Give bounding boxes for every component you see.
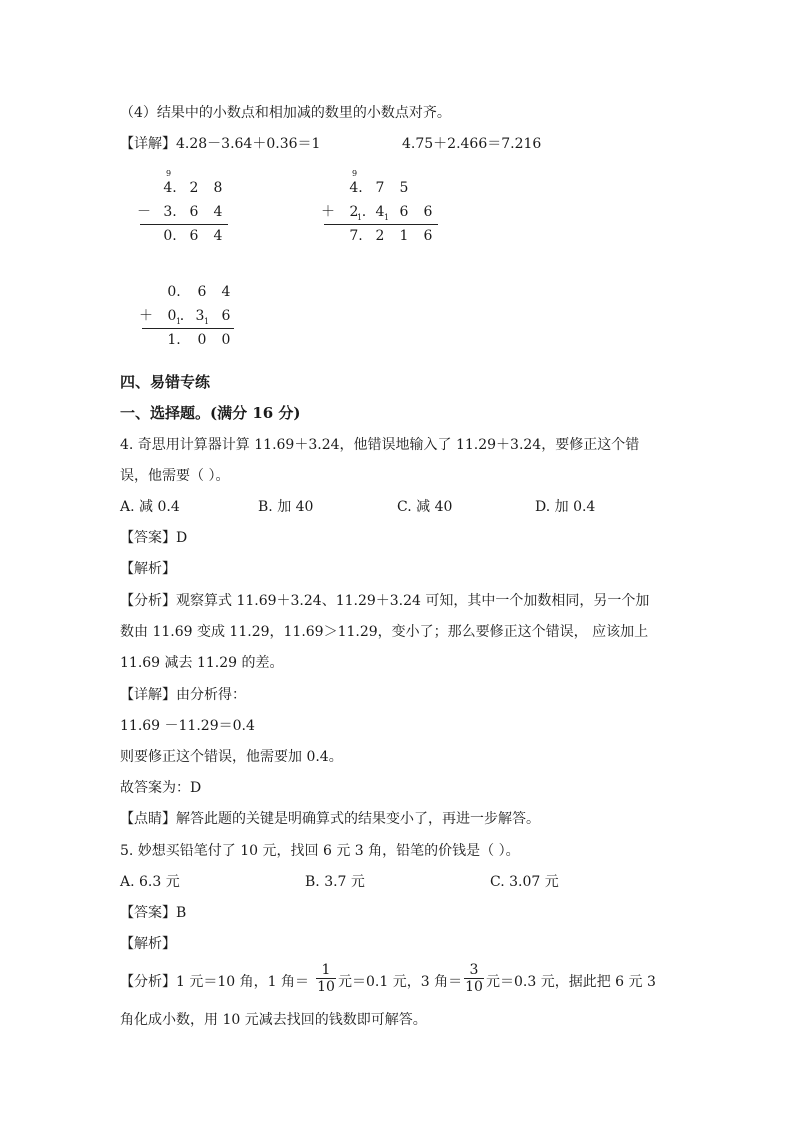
analysis-label: 【解析】 bbox=[120, 561, 176, 577]
q4-stem-line2: 误，他需要（ ）。 bbox=[120, 468, 230, 484]
calc-operator: － bbox=[137, 204, 151, 220]
calc-operator: ＋ bbox=[139, 308, 153, 324]
calc-digit: 4 bbox=[375, 204, 385, 220]
calc-digit: 1 bbox=[399, 228, 409, 244]
calc-digit: 0. bbox=[163, 228, 177, 244]
q4-fenxi-line1 bbox=[120, 592, 649, 610]
q4-conclusion: 则要修正这个错误，他需要加 0.4。 bbox=[120, 749, 343, 765]
fraction-numerator: 3 bbox=[469, 962, 479, 978]
answer-label: 【答案】 bbox=[120, 530, 176, 546]
calc-rule bbox=[140, 224, 228, 225]
fenxi-label: 【分析】 bbox=[120, 974, 176, 990]
calc-digit: 2 bbox=[375, 228, 385, 244]
carry-mark: 9 bbox=[352, 169, 358, 178]
calc-rule bbox=[142, 328, 234, 329]
calc-digit: 4. bbox=[163, 180, 177, 196]
fraction-denominator: 10 bbox=[465, 979, 483, 995]
q5-stem: 5. 妙想买铅笔付了 10 元，找回 6 元 3 角，铅笔的价钱是（ ）。 bbox=[120, 843, 520, 859]
calc-digit: 1. bbox=[167, 332, 181, 348]
calc-rule bbox=[324, 224, 438, 225]
calc-digit: 4 bbox=[213, 228, 223, 244]
calc-digit: 6 bbox=[423, 204, 433, 220]
detail-label: 【详解】 bbox=[120, 136, 176, 152]
calc-digit: 6 bbox=[197, 284, 207, 300]
calc-operator: ＋ bbox=[321, 204, 335, 220]
calc-digit: 0 bbox=[197, 332, 207, 348]
calc-digit: 6 bbox=[189, 228, 199, 244]
step4-text: （4）结果中的小数点和相加减的数里的小数点对齐。 bbox=[120, 105, 451, 121]
dianjing-text: 解答此题的关键是明确算式的结果变小了，再进一步解答。 bbox=[176, 811, 540, 827]
fenxi-text: 元＝0.3 元，据此把 6 元 3 bbox=[486, 974, 656, 990]
q5-option-b: B. 3.7 元 bbox=[305, 874, 365, 890]
q5-fenxi-line2: 角化成小数，用 10 元减去找回的钱数即可解答。 bbox=[120, 1012, 427, 1028]
answer-value: D bbox=[176, 530, 188, 546]
calc-digit: 7 bbox=[375, 180, 385, 196]
carry-mark: 1 bbox=[176, 317, 182, 326]
fenxi-text: 1 元＝10 角，1 角＝ bbox=[176, 974, 309, 990]
calc-digit: 5 bbox=[399, 180, 409, 196]
equation-1: 4.28－3.64＋0.36＝1 bbox=[176, 136, 321, 152]
calc-digit: 6 bbox=[189, 204, 199, 220]
calc-digit: 0 bbox=[167, 308, 177, 324]
section-title: 四、易错专练 bbox=[120, 373, 211, 391]
calc-digit: 3 bbox=[195, 308, 205, 324]
calc-digit: 2 bbox=[189, 180, 199, 196]
answer-value: B bbox=[176, 905, 187, 921]
answer-label: 【答案】 bbox=[120, 905, 176, 921]
q5-option-a: A. 6.3 元 bbox=[120, 874, 180, 890]
q5-fenxi-part1 bbox=[120, 973, 309, 991]
q4-option-d: D. 加 0.4 bbox=[535, 499, 596, 515]
carry-mark: 9 bbox=[166, 169, 172, 178]
calc-digit: 6 bbox=[399, 204, 409, 220]
q4-dianjing-line bbox=[120, 810, 540, 828]
calc-digit: 0. bbox=[167, 284, 181, 300]
fraction-numerator: 1 bbox=[321, 962, 331, 978]
calc-digit: 8 bbox=[213, 180, 223, 196]
fraction-one-tenth bbox=[316, 962, 336, 995]
fenxi-text: 观察算式 11.69＋3.24、11.29＋3.24 可知，其中一个加数相同，另一个加 bbox=[176, 593, 650, 609]
calc-digit: 6 bbox=[423, 228, 433, 244]
q4-stem-line1: 4. 奇思用计算器计算 11.69＋3.24，他错误地输入了 11.29＋3.24，要修正这个错 bbox=[120, 437, 640, 453]
carry-mark: 1 bbox=[204, 317, 210, 326]
equation-2: 4.75＋2.466＝7.216 bbox=[402, 136, 542, 152]
q4-detail-line bbox=[120, 686, 246, 704]
q4-calc: 11.69 －11.29＝0.4 bbox=[120, 718, 255, 734]
carry-mark: 1 bbox=[357, 213, 363, 222]
detail-label: 【详解】 bbox=[120, 687, 176, 703]
fraction-three-tenths bbox=[464, 962, 484, 995]
q4-fenxi-line3: 11.69 减去 11.29 的差。 bbox=[120, 655, 284, 671]
section-subtitle: 一、选择题。(满分 16 分) bbox=[120, 404, 301, 422]
calc-digit: . bbox=[179, 308, 185, 324]
fraction-denominator: 10 bbox=[317, 979, 335, 995]
detail-text: 由分析得： bbox=[176, 687, 246, 703]
calc-digit: 7. bbox=[349, 228, 363, 244]
q4-fenxi-line2: 数由 11.69 变成 11.29，11.69＞11.29，变小了；那么要修正这个错误， 应该加上 bbox=[120, 624, 649, 640]
calc-digit: 3. bbox=[163, 204, 177, 220]
dianjing-label: 【点睛】 bbox=[120, 811, 176, 827]
calc-digit: 4. bbox=[349, 180, 363, 196]
detail-line bbox=[120, 135, 320, 153]
calc-digit: 0 bbox=[221, 332, 231, 348]
carry-mark: 1 bbox=[384, 213, 390, 222]
q4-answer-line bbox=[120, 529, 187, 547]
q4-option-a: A. 减 0.4 bbox=[120, 499, 180, 515]
calc-digit: 4 bbox=[213, 204, 223, 220]
calc-digit: . bbox=[361, 204, 367, 220]
q5-answer-line bbox=[120, 904, 186, 922]
fenxi-text: 元＝0.1 元，3 角＝ bbox=[338, 974, 463, 990]
fenxi-label: 【分析】 bbox=[120, 593, 176, 609]
q5-option-c: C. 3.07 元 bbox=[490, 874, 559, 890]
q4-option-b: B. 加 40 bbox=[258, 499, 314, 515]
q4-final: 故答案为：D bbox=[120, 780, 202, 796]
analysis-label: 【解析】 bbox=[120, 936, 176, 952]
calc-digit: 6 bbox=[221, 308, 231, 324]
calc-digit: 2 bbox=[349, 204, 359, 220]
q4-option-c: C. 减 40 bbox=[397, 499, 453, 515]
calc-digit: 4 bbox=[221, 284, 231, 300]
